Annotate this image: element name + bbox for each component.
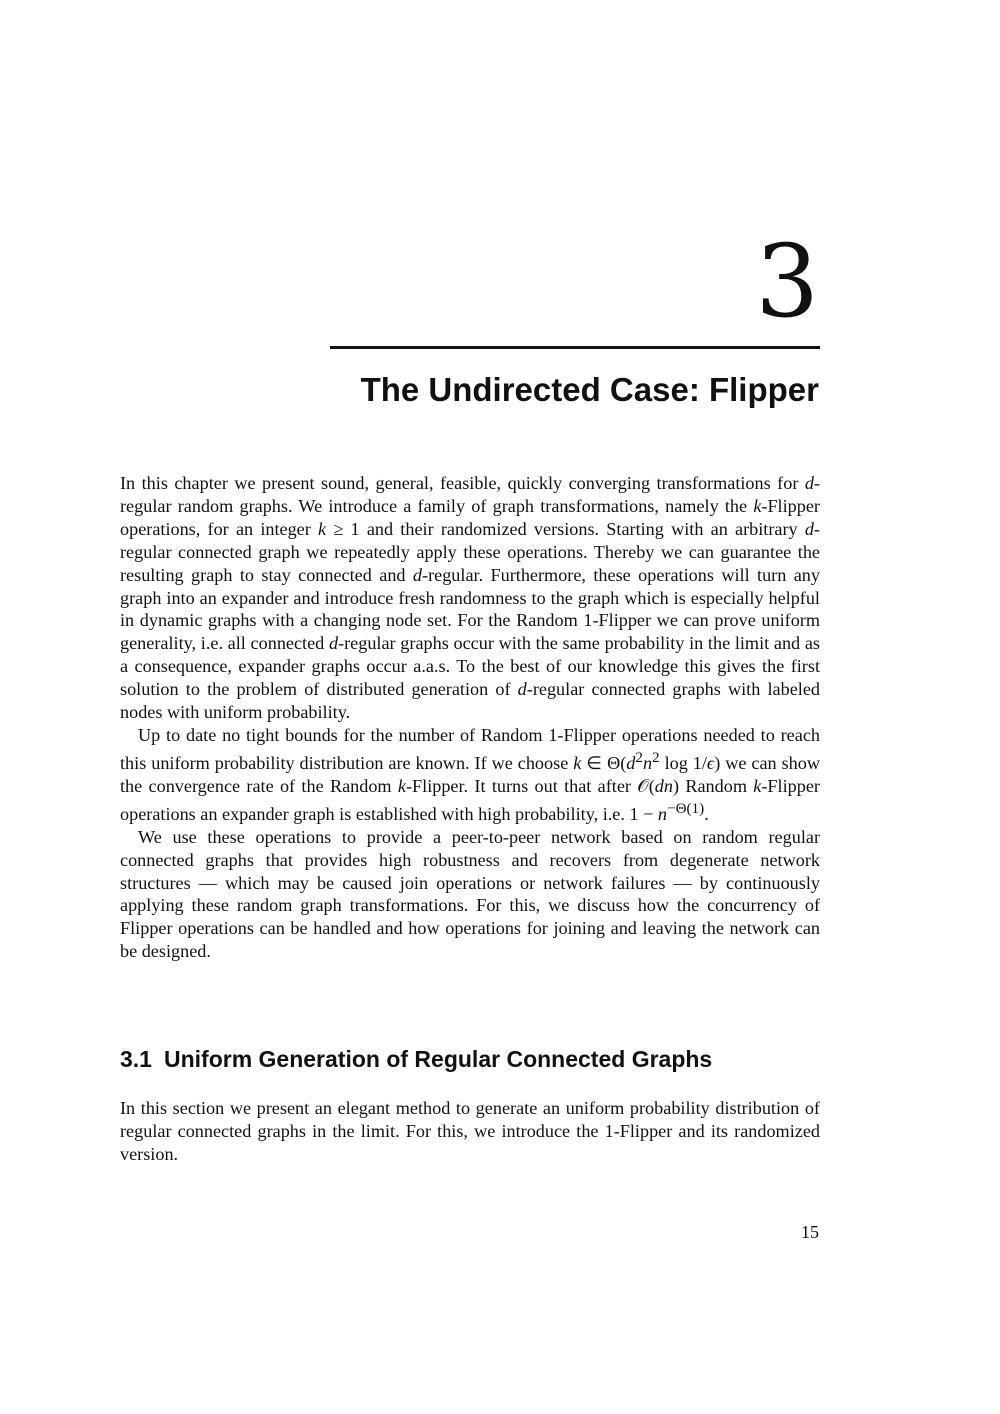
math-var: d — [626, 752, 636, 773]
math-var: d — [412, 564, 423, 585]
text-run: . — [704, 803, 709, 824]
math-var: dn — [654, 775, 673, 796]
text-run: -Flipper operations, for an integer — [120, 495, 820, 539]
section-title: Uniform Generation of Regular Connected Graphs — [163, 1046, 713, 1072]
text-run: -Flipper. It turns out that after 𝒪( — [405, 775, 655, 796]
math-var: d — [328, 633, 339, 654]
section-body — [120, 1097, 820, 1166]
text-run: -regular connected graph we repeatedly apply these operations. Thereby we can guarantee the resulting graph to stay connected and — [120, 518, 820, 585]
text-run: -regular graphs occur with the same probability in the limit and as a consequence, expander graphs occur a.a.s. To the best of our knowledge this gives the first solution to the problem of distributed generation of — [120, 633, 820, 700]
chapter-rule — [330, 346, 820, 349]
text-run: -regular connected graphs with labeled nodes with uniform probability. — [120, 679, 820, 723]
intro-paragraph-2 — [120, 724, 820, 826]
math-var: n — [657, 803, 668, 824]
math-var: n — [642, 752, 653, 773]
text-run: Up to date no tight bounds for the number of Random 1-Flipper operations needed to reach this uniform probability distribution are known. If we choose — [120, 724, 820, 773]
section-paragraph-1: In this section we present an elegant method to generate an uniform probability distribution of regular connected graphs in the limit. For this, we introduce the 1-Flipper and its randomized version. — [120, 1098, 820, 1164]
section-heading — [120, 1044, 712, 1074]
text-run: ) we can show the convergence rate of the Random — [120, 752, 820, 796]
math-var: d — [804, 518, 814, 539]
math-var: k — [397, 775, 406, 796]
math-var: k — [753, 495, 762, 516]
math-var: d — [804, 473, 814, 493]
superscript: 2 — [635, 748, 643, 766]
math-var: d — [517, 679, 527, 700]
superscript: −Θ(1) — [667, 799, 705, 817]
text-run: In this chapter we present sound, general, feasible, quickly converging transformations for — [120, 473, 805, 493]
page-number: 15 — [801, 1222, 819, 1242]
text-run: log 1/ — [659, 752, 707, 773]
chapter-number: 3 — [755, 223, 819, 340]
intro-paragraph-1 — [120, 472, 820, 724]
text-run: -regular random graphs. We introduce a family of graph transformations, namely the — [120, 473, 820, 516]
text-run: -Flipper operations an expander graph is established with high probability, i.e. 1 − — [120, 775, 820, 824]
text-run: ≥ 1 and their randomized versions. Starting with an arbitrary — [326, 518, 805, 539]
intro-paragraph-3: We use these operations to provide a peer-to-peer network based on random regular connected graphs that provides high robustness and recovers from degenerate network structures — which may be caused join operations or network failures — by continuously applying these random graph transformations. For this, we discuss how the concurrency of Flipper operations can be handled and how operations for joining and leaving the network can be designed. — [120, 826, 820, 962]
chapter-title: The Undirected Case: Flipper — [360, 371, 819, 408]
math-var: ϵ — [706, 752, 715, 773]
text-run: ) Random — [672, 775, 754, 796]
math-var: k — [753, 775, 762, 796]
math-var: k — [318, 518, 327, 539]
section-number: 3.1 — [120, 1046, 152, 1072]
text-run: -regular. Furthermore, these operations will turn any graph into an expander and introduce fresh randomness to the graph which is especially helpful in dynamic graphs with a changing node set. For the Random 1-Flipper we can prove uniform generality, i.e. all connected — [120, 564, 820, 654]
superscript: 2 — [652, 748, 660, 766]
chapter-intro — [120, 472, 820, 963]
math-var: k — [573, 752, 582, 773]
text-run: ∈ Θ( — [581, 752, 627, 773]
